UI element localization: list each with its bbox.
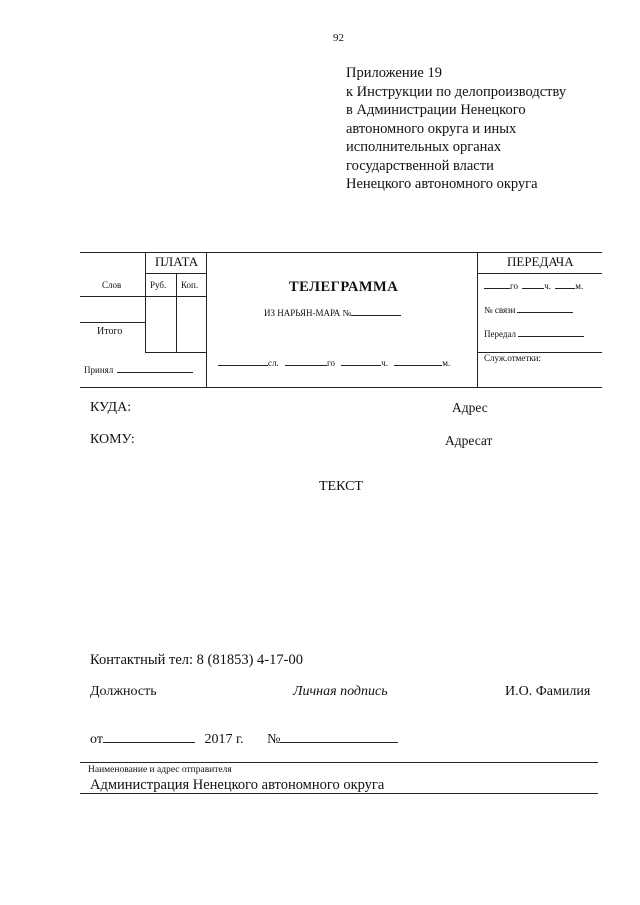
appendix-line: Ненецкого автономного округа: [346, 176, 538, 192]
fio-label: И.О. Фамилия: [505, 684, 591, 699]
appendix-line: Приложение 19: [346, 65, 442, 81]
appendix-line: в Администрации Ненецкого: [346, 102, 526, 118]
tekst-label: ТЕКСТ: [319, 479, 363, 494]
slov-label: Слов: [102, 280, 122, 290]
iz-line: ИЗ НАРЬЯН-МАРА №: [264, 308, 401, 318]
sender-label: Наименование и адрес отправителя: [88, 765, 232, 775]
svyaz-field: № связи: [484, 305, 573, 315]
contact-phone: Контактный тел: 8 (81853) 4-17-00: [90, 652, 303, 668]
peredacha-time: го ч. м.: [484, 281, 583, 291]
peredal-field: Передал: [484, 329, 584, 339]
appendix-line: исполнительных органах: [346, 139, 502, 155]
kop-label: Коп.: [181, 280, 199, 290]
appendix-line: государственной власти: [346, 157, 494, 174]
plata-header: ПЛАТА: [155, 254, 199, 269]
sender-name: Администрация Ненецкого автономного округа: [90, 777, 385, 793]
itogo-label: Итого: [97, 326, 123, 337]
sluzh-otmetki-label: Служ.отметки:: [484, 353, 541, 363]
komu-label: КОМУ:: [90, 432, 135, 447]
appendix-line: автономного округа и иных: [346, 120, 517, 137]
rub-label: Руб.: [150, 280, 167, 290]
appendix-line: к Инструкции по делопроизводству: [346, 83, 567, 100]
page-number: 92: [333, 32, 344, 44]
signature-label: Личная подпись: [293, 684, 388, 699]
peredacha-header: ПЕРЕДАЧА: [507, 254, 574, 269]
appendix-header: [346, 64, 566, 194]
position-label: Должность: [90, 684, 157, 699]
kuda-label: КУДА:: [90, 400, 132, 415]
time-line: сл. го ч. м.: [218, 358, 450, 368]
prinyal-label: Принял: [84, 365, 193, 375]
telegram-title: ТЕЛЕГРАММА: [289, 279, 399, 295]
adres-label: Адрес: [452, 400, 488, 415]
date-number-line: от 2017 г. №: [90, 732, 398, 748]
adresat-label: Адресат: [445, 433, 493, 448]
